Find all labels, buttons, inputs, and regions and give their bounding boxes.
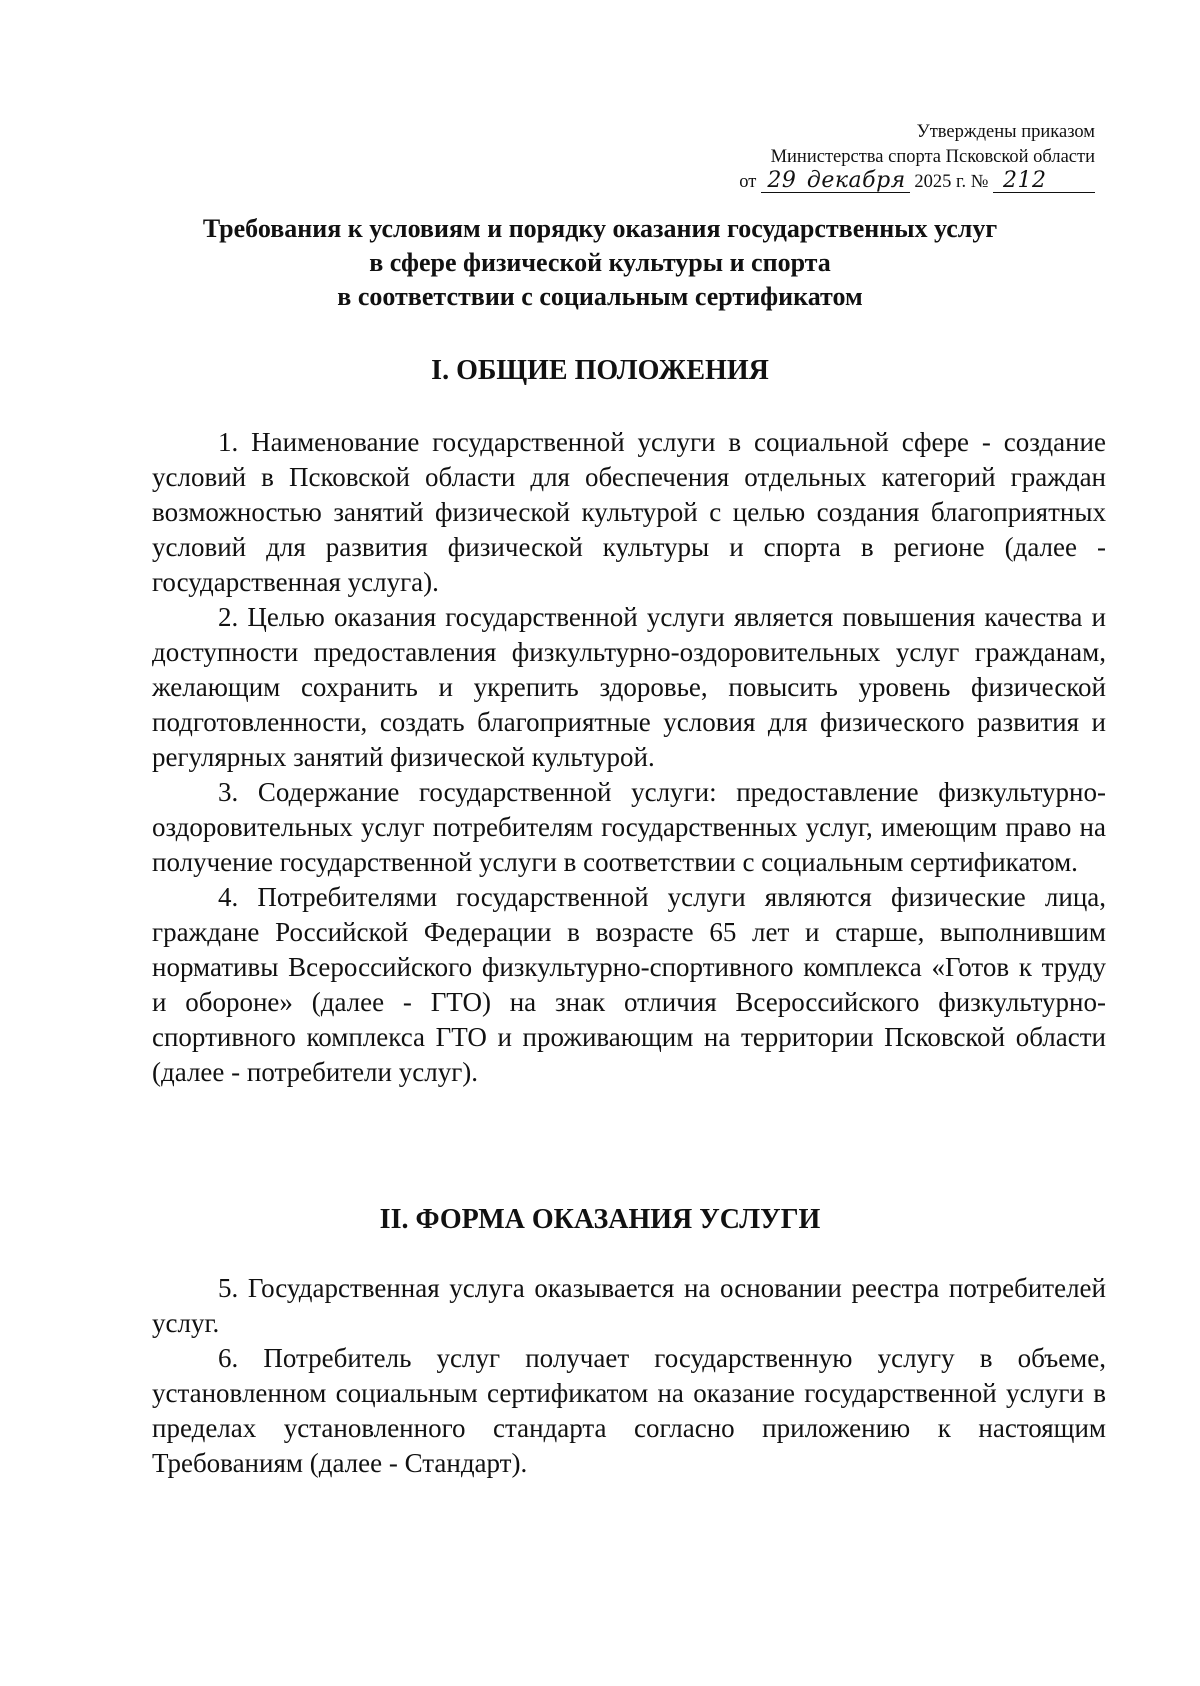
approval-date-prefix: от [739,172,757,192]
approval-date-line [715,170,1095,195]
handwritten-month: декабря [803,170,910,193]
section-general-body [152,425,1106,1090]
section-heading-general: I. ОБЩИЕ ПОЛОЖЕНИЯ [431,355,769,386]
title-line-1: Требования к условиям и порядку оказания государственных услуг [202,214,998,243]
paragraph-5: 5. Государственная услуга оказывается на основании реестра потребителей услуг. [152,1273,1106,1338]
paragraph-4: 4. Потребителями государственной услуги являются физические лица, граждане Российской Федерации в возрасте 65 лет и старше, выполнившим нормативы Всероссийского физкультурно-спортивного комплекса «Готов к труду и обороне» (далее - ГТО) на знак отличия Всероссийского физкультурно-спортивного комплекса ГТО и проживающим на территории Псковской области (далее - потребители услуг). [152,882,1106,1087]
handwritten-order-number: 212 [993,170,1095,193]
approval-stamp [715,120,1095,195]
approval-line-1: Утверждены приказом [916,122,1095,142]
handwritten-day: 29 [761,170,803,193]
approval-line-2: Министерства спорта Псковской области [770,147,1095,167]
title-line-2: в сфере физической культуры и спорта [369,248,831,277]
approval-year: 2025 г. № [914,172,989,192]
title-line-3: в соответствии с социальным сертификатом [337,282,863,311]
document-title [100,212,1100,314]
paragraph-6: 6. Потребитель услуг получает государственную услугу в объеме, установленном социальным сертификатом на оказание государственной услуги в пределах установленного стандарта согласно приложению к настоящим Требованиям (далее - Стандарт). [152,1343,1106,1478]
section-heading-service-form: II. ФОРМА ОКАЗАНИЯ УСЛУГИ [379,1204,821,1235]
paragraph-3: 3. Содержание государственной услуги: предоставление физкультурно-оздоровительных услуг потребителям государственных услуг, имеющим право на получение государственной услуги в соответствии с социальным сертификатом. [152,777,1106,877]
section-service-form-body [152,1271,1106,1481]
paragraph-2: 2. Целью оказания государственной услуги является повышения качества и доступности предоставления физкультурно-оздоровительных услуг гражданам, желающим сохранить и укрепить здоровье, повысить уровень физической подготовленности, создать благоприятные условия для физического развития и регулярных занятий физической культурой. [152,602,1106,772]
paragraph-1: 1. Наименование государственной услуги в социальной сфере - создание условий в Псковской области для обеспечения отдельных категорий граждан возможностью занятий физической культурой с целью создания благоприятных условий для развития физической культуры и спорта в регионе (далее - государственная услуга). [152,427,1106,597]
